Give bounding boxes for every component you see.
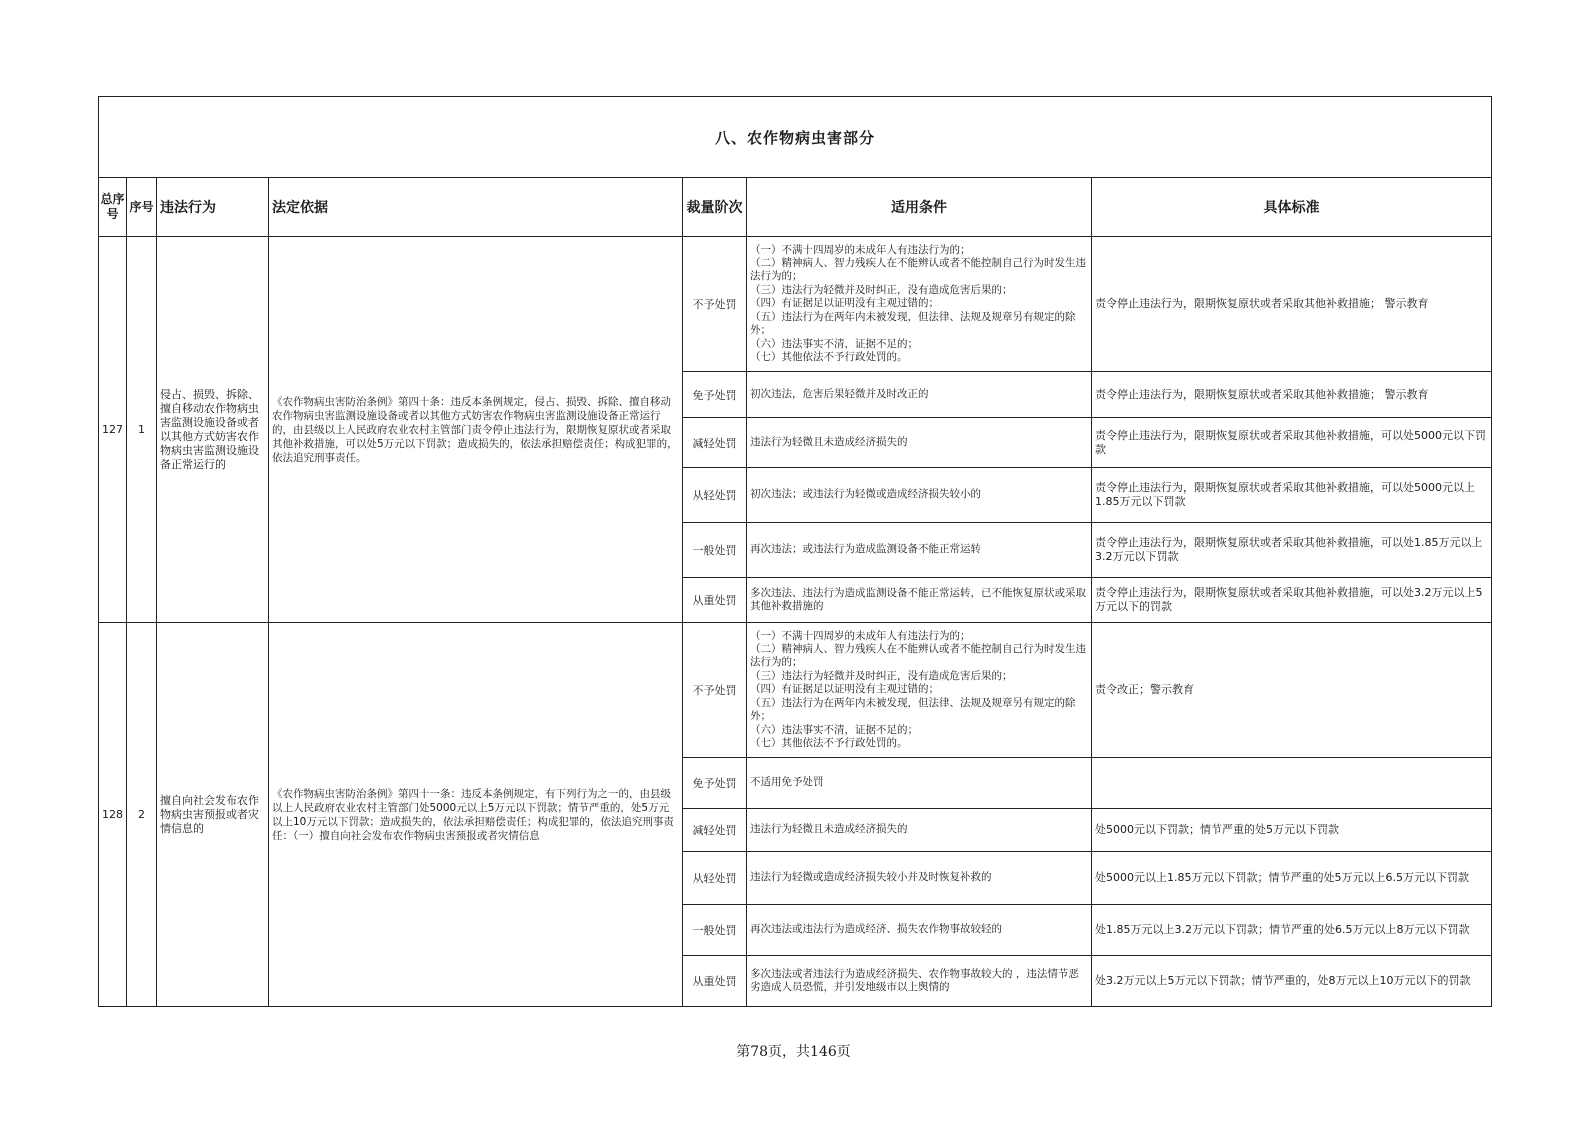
standard-cell xyxy=(1092,758,1492,809)
header-row xyxy=(99,178,1492,237)
condition-line: （六）违法事实不清，证据不足的； xyxy=(750,723,918,736)
condition-line: （六）违法事实不清，证据不足的； xyxy=(750,337,918,350)
condition-cell xyxy=(747,523,1092,578)
condition-line: （五）违法行为在两年内未被发现，但法律、法规及规章另有规定的除外； xyxy=(750,696,1076,723)
header-violation: 违法行为 xyxy=(157,178,269,237)
standard-cell: 责令改正；警示教育 xyxy=(1092,623,1492,758)
violation-cell: 擅自向社会发布农作物病虫害预报或者灾情信息的 xyxy=(157,623,269,1007)
condition-line: （三）违法行为轻微并及时纠正，没有造成危害后果的； xyxy=(750,283,1013,296)
condition-cell xyxy=(747,623,1092,758)
condition-line: 不适用免予处罚 xyxy=(750,776,824,789)
condition-line: （三）违法行为轻微并及时纠正，没有造成危害后果的； xyxy=(750,669,1013,682)
total-no-cell: 127 xyxy=(99,237,127,623)
tier-cell: 从重处罚 xyxy=(683,578,747,623)
condition-line: 违法行为轻微或造成经济损失较小并及时恢复补救的 xyxy=(750,871,992,884)
condition-cell xyxy=(747,468,1092,523)
condition-line: 再次违法或违法行为造成经济、损失农作物事故较轻的 xyxy=(750,923,1002,936)
standard-cell: 责令停止违法行为，限期恢复原状或者采取其他补救措施，可以处1.85万元以上3.2万元以下罚款 xyxy=(1092,523,1492,578)
condition-line: 多次违法或者违法行为造成经济损失、农作物事故较大的 ，违法情节恶劣造成人员恐慌，并引发地级市以上舆情的 xyxy=(750,967,1079,993)
header-basis: 法定依据 xyxy=(269,178,683,237)
standard-cell: 责令停止违法行为，限期恢复原状或者采取其他补救措施，可以处3.2万元以上5万元以下的罚款 xyxy=(1092,578,1492,623)
condition-line: 多次违法、违法行为造成监测设备不能正常运转，已不能恢复原状或采取其他补救措施的 xyxy=(750,586,1086,612)
condition-cell xyxy=(747,237,1092,372)
condition-cell xyxy=(747,956,1092,1007)
condition-line: （一）不满十四周岁的未成年人有违法行为的； xyxy=(750,629,971,642)
condition-line: 再次违法；或违法行为造成监测设备不能正常运转 xyxy=(750,543,981,556)
standard-cell: 处5000元以上1.85万元以下罚款；情节严重的处5万元以上6.5万元以下罚款 xyxy=(1092,852,1492,905)
condition-line: （二）精神病人、智力残疾人在不能辨认或者不能控制自己行为时发生违法行为的； xyxy=(750,643,1086,669)
condition-line: 初次违法；或违法行为轻微或造成经济损失较小的 xyxy=(750,488,981,501)
condition-line: 违法行为轻微且未造成经济损失的 xyxy=(750,435,908,448)
condition-cell xyxy=(747,372,1092,418)
penalty-table xyxy=(98,96,1492,1007)
header-tier: 裁量阶次 xyxy=(683,178,747,237)
condition-line: （七）其他依法不予行政处罚的。 xyxy=(750,736,908,749)
condition-cell xyxy=(747,809,1092,852)
condition-cell xyxy=(747,578,1092,623)
tier-cell: 不予处罚 xyxy=(683,623,747,758)
tier-cell: 从重处罚 xyxy=(683,956,747,1007)
condition-line: （二）精神病人、智力残疾人在不能辨认或者不能控制自己行为时发生违法行为的； xyxy=(750,257,1086,283)
violation-cell: 侵占、损毁、拆除、擅自移动农作物病虫害监测设施设备或者以其他方式妨害农作物病虫害监测设施设备正常运行的 xyxy=(157,237,269,623)
table-row xyxy=(99,623,1492,758)
basis-cell: 《农作物病虫害防治条例》第四十一条：违反本条例规定，有下列行为之一的，由县级以上人民政府农业农村主管部门处5000元以上5万元以下罚款；情节严重的，处5万元以上10万元以下罚款；造成损失的，依法承担赔偿责任；构成犯罪的，依法追究刑事责任：（一）擅自向社会发布农作物病虫害预报或者灾情信息 xyxy=(269,623,683,1007)
condition-line: 初次违法，危害后果轻微并及时改正的 xyxy=(750,387,929,400)
seq-no-cell: 1 xyxy=(127,237,157,623)
condition-line: （五）违法行为在两年内未被发现，但法律、法规及规章另有规定的除外； xyxy=(750,310,1076,337)
standard-cell: 责令停止违法行为，限期恢复原状或者采取其他补救措施，可以处5000元以上1.85万元以下罚款 xyxy=(1092,468,1492,523)
section-title-row xyxy=(99,97,1492,178)
condition-cell xyxy=(747,758,1092,809)
seq-no-cell: 2 xyxy=(127,623,157,1007)
header-seq-no: 序号 xyxy=(127,178,157,237)
standard-cell: 责令停止违法行为，限期恢复原状或者采取其他补救措施，可以处5000元以下罚款 xyxy=(1092,418,1492,468)
tier-cell: 免予处罚 xyxy=(683,372,747,418)
tier-cell: 免予处罚 xyxy=(683,758,747,809)
condition-line: （四）有证据足以证明没有主观过错的； xyxy=(750,297,939,310)
standard-cell: 处3.2万元以上5万元以下罚款；情节严重的，处8万元以上10万元以下的罚款 xyxy=(1092,956,1492,1007)
standard-cell: 责令停止违法行为，限期恢复原状或者采取其他补救措施； 警示教育 xyxy=(1092,372,1492,418)
standard-cell: 处5000元以下罚款；情节严重的处5万元以下罚款 xyxy=(1092,809,1492,852)
condition-line: （四）有证据足以证明没有主观过错的； xyxy=(750,683,939,696)
page-footer: 第78页，共146页 xyxy=(736,1044,851,1060)
header-condition: 适用条件 xyxy=(747,178,1092,237)
standard-cell: 责令停止违法行为，限期恢复原状或者采取其他补救措施； 警示教育 xyxy=(1092,237,1492,372)
tier-cell: 减轻处罚 xyxy=(683,418,747,468)
condition-line: 违法行为轻微且未造成经济损失的 xyxy=(750,823,908,836)
condition-cell xyxy=(747,418,1092,468)
condition-cell xyxy=(747,905,1092,956)
tier-cell: 一般处罚 xyxy=(683,523,747,578)
tier-cell: 从轻处罚 xyxy=(683,852,747,905)
condition-line: （七）其他依法不予行政处罚的。 xyxy=(750,350,908,363)
standard-cell: 处1.85万元以上3.2万元以下罚款；情节严重的处6.5万元以上8万元以下罚款 xyxy=(1092,905,1492,956)
tier-cell: 减轻处罚 xyxy=(683,809,747,852)
tier-cell: 不予处罚 xyxy=(683,237,747,372)
header-total-no: 总序号 xyxy=(99,178,127,237)
header-standard: 具体标准 xyxy=(1092,178,1492,237)
condition-line: （一）不满十四周岁的未成年人有违法行为的； xyxy=(750,243,971,256)
section-title: 八、农作物病虫害部分 xyxy=(99,97,1492,178)
basis-cell: 《农作物病虫害防治条例》第四十条：违反本条例规定，侵占、损毁、拆除、擅自移动农作物病虫害监测设施设备或者以其他方式妨害农作物病虫害监测设施设备正常运行的，由县级以上人民政府农业农村主管部门责令停止违法行为，限期恢复原状或者采取其他补救措施，可以处5万元以下罚款；造成损失的，依法承担赔偿责任；构成犯罪的，依法追究刑事责任。 xyxy=(269,237,683,623)
total-no-cell: 128 xyxy=(99,623,127,1007)
condition-cell xyxy=(747,852,1092,905)
tier-cell: 一般处罚 xyxy=(683,905,747,956)
table-row xyxy=(99,237,1492,372)
tier-cell: 从轻处罚 xyxy=(683,468,747,523)
